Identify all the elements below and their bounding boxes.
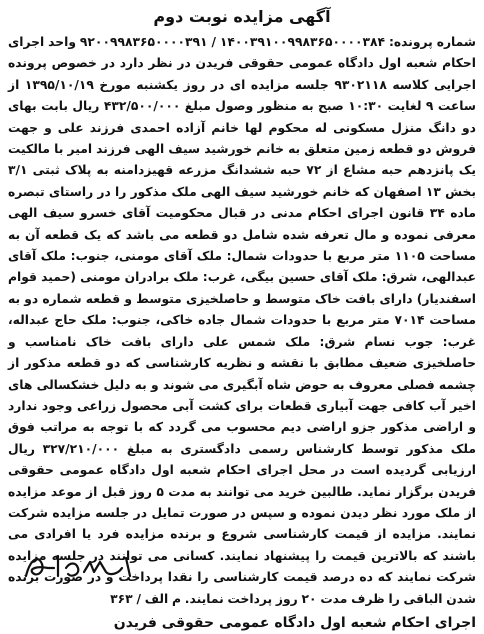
handwritten-signature bbox=[18, 542, 146, 590]
notice-footer: اجرای احکام شعبه اول دادگاه عمومی حقوقی فریدن bbox=[113, 614, 476, 631]
notice-title: آگهی مزایده نوبت دوم bbox=[153, 7, 331, 26]
notice-body: شماره پرونده: ۱۴۰۰۳۹۱۰۰۹۹۸۳۶۵۰۰۰۰۳۸۴ / ۹۲۰۰۹۹۸۳۶۵۰۰۰۰۳۹۱ واحد اجرای احکام شعبه اول دادگاه عمومی حقوقی فریدن در نظر دارد در خصوص پرونده اجرایی کلاسه ۹۳۰۲۱۱۸ جلسه مزایده ای در روز یکشنبه مورخ ۱۳۹۵/۱۰/۱۹ از ساعت ۹ لغایت ۱۰:۳۰ صبح به منظور وصول مبلغ ۴۳۲/۵۰۰/۰۰۰ ریال بابت بهای دو دانگ منزل مسکونی له محکوم لها خانم آزاده احمدی فرزند علی و جهت فروش دو قطعه زمین متعلق به خانم خورشید سیف الهی فرزند امیر با مالکیت یک پانزدهم حبه مشاع از ۷۲ حبه ششدانگ مزرعه قهیزدامنه به پلاک ثبتی ۳/۱ بخش ۱۳ اصفهان که خانم خورشید سیف الهی ملک مذکور را در راستای تبصره ماده ۳۴ قانون اجرای احکام مدنی در قبال محکومیت آقای خسرو سیف الهی معرفی نموده و مال تعرفه شده شامل دو قطعه می باشد که یک قطعه آن به مساحت ۱۱۰۵ متر مربع با حدودات شمال: ملک آقای مومنی، جنوب: ملک آقای عبدالهی، شرق: ملک آقای حسین بیگی، غرب: ملک برادران مومنی (حمید قوام اسفندیار) دارای بافت خاک متوسط و حاصلخیزی متوسط و قطعه شماره دو به مساحت ۷۰۱۴ متر مربع با حدودات شمال جاده خاکی، جنوب: ملک حاج عبداله، غرب: جوب نسام شرق: ملک شمس علی دارای بافت خاک نامناسب و حاصلخیزی ضعیف مطابق با نقشه و نظریه کارشناسی که دو قطعه مذکور از چشمه فصلی معروف به حوض شاه آبگیری می شوند و به دلیل خشکسالی های اخیر آب کافی جهت آبیاری قطعات برای کشت آبی محصول زراعی وجود ندارد و اراضی مذکور جزو اراضی دیم محسوب می گردد که با توجه به مراتب فوق ملک مذکور توسط کارشناس رسمی دادگستری به مبلغ ۳۲۷/۲۱۰/۰۰۰ ریال ارزیابی گردیده است در محل اجرای احکام شعبه اول دادگاه عمومی حقوقی فریدن برگزار نماید. طالبین خرید می توانند به مدت ۵ روز قبل از موعد مزایده از ملک مورد نظر دیدن نموده و سپس در صورت تمایل در جلسه مزایده شرکت نمایند. مزایده از قیمت کارشناسی شروع و برنده مزایده فرد یا افرادی می باشند که بالاترین قیمت را پیشنهاد نمایند. کسانی می توانند در جلسه مزایده شرکت نمایند که ده درصد قیمت کارشناسی را نقدا پرداخت و در صورت برنده شدن الباقی را ظرف مدت ۲۰ روز پرداخت نمایند. م الف / ۳۶۳ bbox=[8, 35, 477, 606]
notice-container bbox=[8, 6, 477, 631]
